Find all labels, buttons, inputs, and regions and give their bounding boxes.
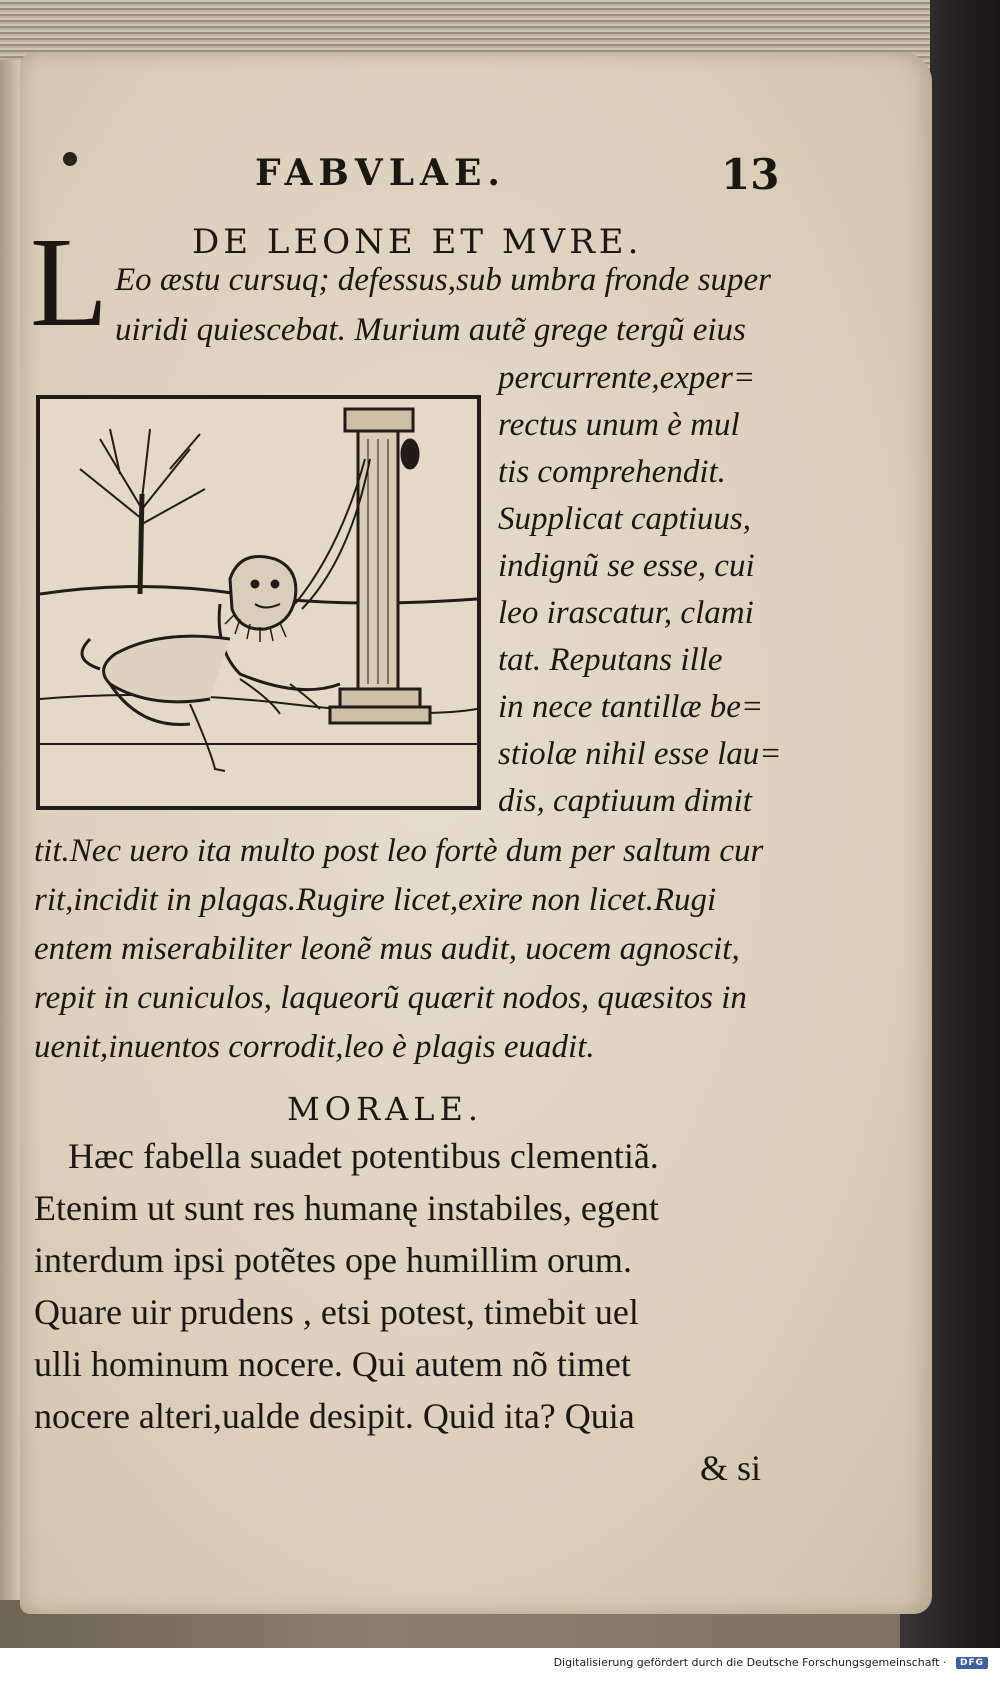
fable-line: percurrente,exper= — [498, 360, 756, 396]
moral-line: ulli hominum nocere. Qui autem nõ timet — [34, 1344, 631, 1384]
fable-line: rit,incidit in plagas.Rugire licet,exire non licet.Rugi — [34, 882, 717, 918]
fable-line: leo irascatur, clami — [498, 595, 754, 631]
footer-bar — [0, 1648, 1000, 1691]
fable-line: uiridi quiescebat. Murium autẽ grege tergũ eius — [115, 312, 746, 348]
fable-line: dis, captiuum dimit — [498, 783, 752, 819]
fable-line: tit.Nec uero ita multo post leo fortè dum per saltum cur — [34, 833, 764, 869]
fable-line: Eo æstu cursuq; defessus,sub umbra fronde super — [115, 262, 772, 298]
fable-line: repit in cuniculos, laqueorũ quærit nodos, quæsitos in — [34, 980, 747, 1016]
credit-text: Digitalisierung gefördert durch die Deutsche Forschungsgemeinschaft · — [553, 1656, 947, 1669]
moral-line: Quare uir prudens , etsi potest, timebit uel — [34, 1292, 639, 1332]
dfg-logo: DFG — [956, 1657, 988, 1669]
woodcut-illustration — [36, 395, 481, 810]
fable-line: tis comprehendit. — [498, 454, 726, 490]
fable-title: DE LEONE ET MVRE. — [192, 222, 643, 262]
fable-line: rectus unum è mul — [498, 407, 740, 443]
page-number: 13 — [721, 150, 780, 199]
moral-line: nocere alteri,ualde desipit. Quid ita? Quia — [34, 1396, 635, 1436]
fable-line: tat. Reputans ille — [498, 642, 723, 678]
fable-line: indignũ se esse, cui — [498, 548, 755, 584]
fable-line: stiolæ nihil esse lau= — [498, 736, 782, 772]
fable-line: uenit,inuentos corrodit,leo è plagis euadit. — [34, 1029, 595, 1065]
moral-line: interdum ipsi potẽtes ope humillim orum. — [34, 1240, 632, 1280]
fable-line: entem miserabiliter leonẽ mus audit, uocem agnoscit, — [34, 931, 740, 967]
decorative-initial: L — [30, 211, 109, 353]
morale-heading: MORALE. — [287, 1090, 483, 1128]
moral-line: Hæc fabella suadet potentibus clementiã. — [68, 1136, 659, 1176]
fable-line: in nece tantillæ be= — [498, 689, 764, 725]
lion-and-column-woodcut — [40, 399, 477, 806]
running-head: FABVLAE. — [255, 152, 506, 194]
ink-dot — [63, 152, 77, 166]
catchword: & si — [700, 1448, 762, 1488]
moral-line: Etenim ut sunt res humanę instabiles, egent — [34, 1188, 659, 1228]
digitization-credit — [0, 1656, 988, 1669]
fable-line: Supplicat captiuus, — [498, 501, 751, 537]
